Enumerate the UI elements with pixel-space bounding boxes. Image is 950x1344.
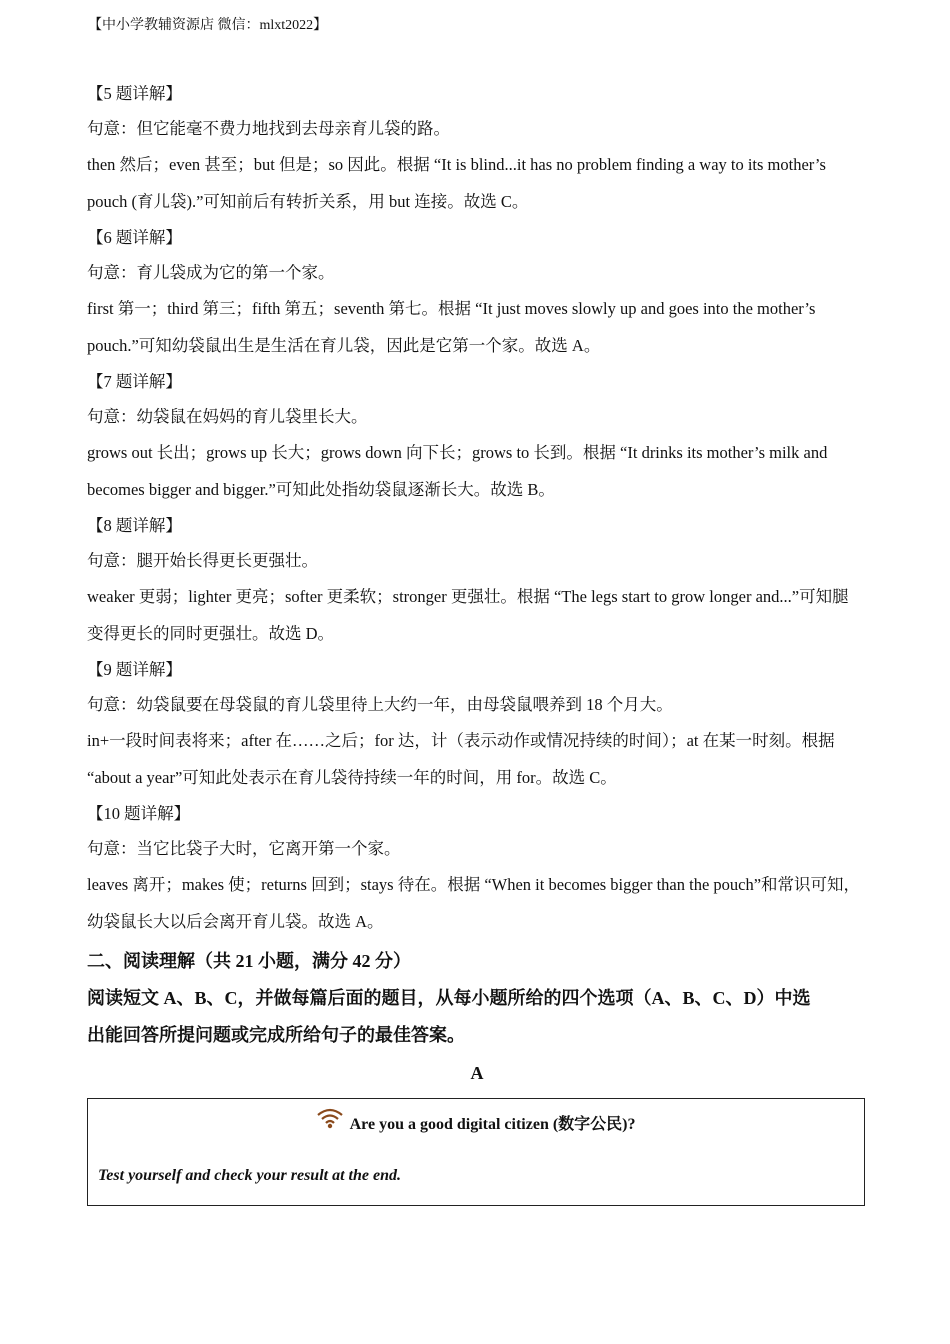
item-explain-2: 幼袋鼠长大以后会离开育儿袋。故选 A。	[87, 912, 384, 931]
content	[87, 76, 867, 1206]
item-6	[87, 220, 867, 364]
item-meaning: 句意：幼袋鼠要在母袋鼠的育儿袋里待上大约一年，由母袋鼠喂养到 18 个月大。	[87, 695, 673, 714]
passage-label: A	[470, 1063, 484, 1083]
item-9	[87, 652, 867, 796]
item-meaning: 句意：育儿袋成为它的第一个家。	[87, 263, 335, 282]
item-explain-1: grows out 长出；grows up 长大；grows down 向下长；grows to 长到。根据 “It drinks its mother’s milk and	[87, 443, 828, 462]
section-title: 二、阅读理解（共 21 小题，满分 42 分）	[87, 951, 411, 971]
item-title: 【9 题详解】	[87, 660, 182, 679]
section-instruction-1: 阅读短文 A、B、C，并做每篇后面的题目，从每小题所给的四个选项（A、B、C、D）中选	[87, 988, 811, 1008]
item-explain-1: in+一段时间表将来；after 在……之后；for 达，计（表示动作或情况持续的时间）；at 在某一时刻。根据	[87, 731, 835, 750]
item-meaning: 句意：幼袋鼠在妈妈的育儿袋里长大。	[87, 407, 368, 426]
box-subtitle: Test yourself and check your result at the end.	[98, 1167, 401, 1184]
item-title: 【8 题详解】	[87, 516, 182, 535]
item-title: 【7 题详解】	[87, 372, 182, 391]
item-5	[87, 76, 867, 220]
item-explain-1: then 然后；even 甚至；but 但是；so 因此。根据 “It is blind...it has no problem finding a way to its mother’s	[87, 155, 826, 174]
item-title: 【10 题详解】	[87, 804, 191, 823]
item-meaning: 句意：腿开始长得更长更强壮。	[87, 551, 318, 570]
item-meaning: 句意：但它能毫不费力地找到去母亲育儿袋的路。	[87, 119, 450, 138]
item-explain-1: first 第一；third 第三；fifth 第五；seventh 第七。根据 “It just moves slowly up and goes into the mother’s	[87, 299, 816, 318]
item-explain-2: “about a year”可知此处表示在育儿袋待持续一年的时间，用 for。故选 C。	[87, 768, 617, 787]
item-title: 【6 题详解】	[87, 228, 182, 247]
item-explain-2: 变得更长的同时更强壮。故选 D。	[87, 624, 335, 643]
box-title-row	[88, 1107, 864, 1134]
item-7	[87, 364, 867, 508]
item-explain-2: pouch.”可知幼袋鼠出生是生活在育儿袋，因此是它第一个家。故选 A。	[87, 336, 601, 355]
item-explain-1: leaves 离开；makes 使；returns 回到；stays 待在。根据 “When it becomes bigger than the pouch”和常识可知，	[87, 875, 861, 894]
item-title: 【5 题详解】	[87, 84, 182, 103]
page-header: 【中小学教辅资源店 微信：mlxt2022】	[88, 18, 328, 33]
item-explain-2: pouch (育儿袋).”可知前后有转折关系，用 but 连接。故选 C。	[87, 192, 529, 211]
box-title: Are you a good digital citizen (数字公民)?	[349, 1116, 636, 1133]
item-meaning: 句意：当它比袋子大时，它离开第一个家。	[87, 839, 401, 858]
section-instruction-2: 出能回答所提问题或完成所给句子的最佳答案。	[87, 1025, 465, 1045]
item-8	[87, 508, 867, 652]
passage-box	[87, 1098, 865, 1206]
wifi-icon	[316, 1107, 344, 1134]
item-10	[87, 796, 867, 940]
item-explain-1: weaker 更弱；lighter 更亮；softer 更柔软；stronger 更强壮。根据 “The legs start to grow longer and...”可知腿	[87, 587, 849, 606]
item-explain-2: becomes bigger and bigger.”可知此处指幼袋鼠逐渐长大。故选 B。	[87, 480, 555, 499]
